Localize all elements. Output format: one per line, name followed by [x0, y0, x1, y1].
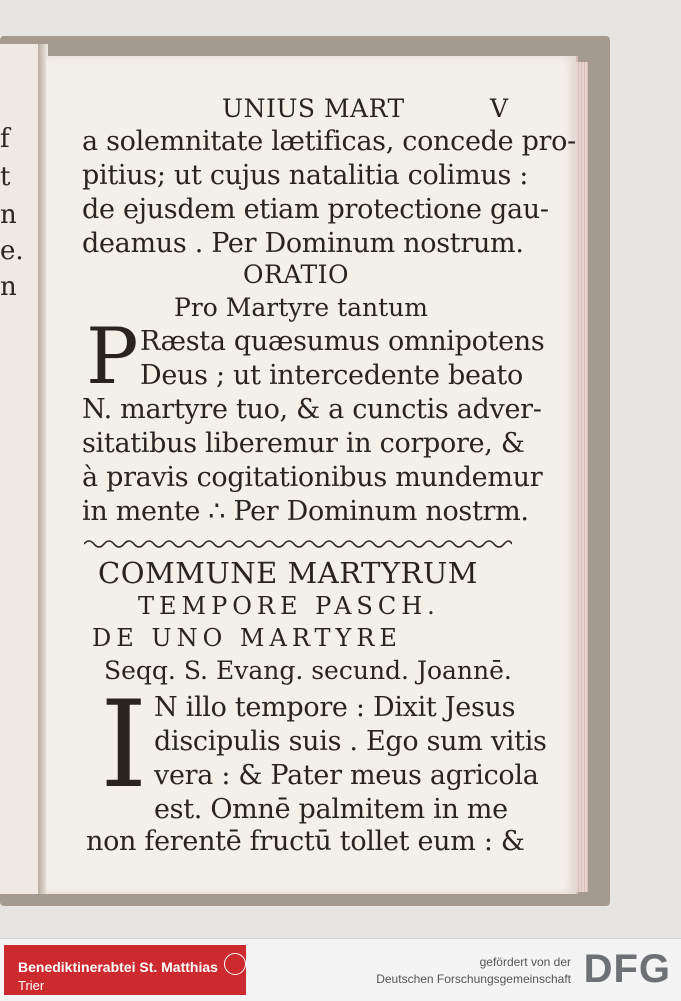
- text-line: Ræsta quæsumus omnipotens: [140, 326, 545, 357]
- commune-section: DE UNO MARTYRE: [92, 624, 402, 652]
- left-page: [0, 44, 42, 894]
- footer-bar: [0, 938, 681, 1001]
- text-line: de ejusdem etiam protectione gau-: [82, 194, 549, 225]
- text-line: est. Omnē palmitem in me: [154, 794, 508, 825]
- text-line: sitatibus liberemur in corpore, &: [82, 428, 525, 459]
- text-line: Deus ; ut intercedente beato: [140, 360, 523, 391]
- commune-title: COMMUNE MARTYRUM: [98, 556, 478, 590]
- text-line: discipulis suis . Ego sum vitis: [154, 726, 547, 757]
- text-line: N. martyre tuo, & a cunctis adver-: [82, 394, 542, 425]
- text-line: pitius; ut cujus natalitia colimus :: [82, 160, 529, 191]
- left-fragment: n: [0, 200, 17, 230]
- institution-city: Trier: [18, 978, 45, 993]
- abbey-crest-icon: [224, 953, 246, 975]
- institution-name: Benediktinerabtei St. Matthias: [18, 959, 218, 975]
- oratio-subheading: Pro Martyre tantum: [174, 293, 428, 322]
- commune-subtitle: TEMPORE PASCH.: [138, 592, 440, 620]
- left-fragment: e.: [0, 236, 24, 266]
- text-line: vera : & Pater meus agricola: [154, 760, 539, 791]
- ornamental-rule: [84, 538, 512, 550]
- institution-logo-box[interactable]: [4, 945, 246, 995]
- oratio-heading: ORATIO: [243, 260, 350, 289]
- drop-cap-i: I: [100, 676, 148, 815]
- funding-line-2: Deutschen Forschungsgemeinschaft: [376, 972, 571, 986]
- text-line: in mente ∴ Per Dominum nostrm.: [82, 496, 529, 527]
- left-fragment: t: [0, 162, 11, 192]
- dfg-logo[interactable]: DFG: [583, 947, 671, 991]
- page-letter: V: [490, 94, 509, 123]
- left-fragment: n: [0, 272, 17, 302]
- text-line: N illo tempore : Dixit Jesus: [154, 692, 516, 723]
- running-title: UNIUS MART: [222, 94, 405, 123]
- page-edges: [576, 62, 588, 892]
- funding-line-1: gefördert von der: [479, 955, 571, 969]
- text-line: deamus . Per Dominum nostrum.: [82, 228, 524, 259]
- drop-cap-p: P: [86, 312, 139, 402]
- text-line: à pravis cogitationibus mundemur: [82, 462, 543, 493]
- left-fragment: f: [0, 124, 10, 154]
- text-line: non ferentē fructū tollet eum : &: [86, 826, 525, 857]
- text-line: a solemnitate lætificas, concede pro-: [82, 126, 576, 157]
- reading-heading: Seqq. S. Evang. secund. Joannē.: [104, 656, 512, 685]
